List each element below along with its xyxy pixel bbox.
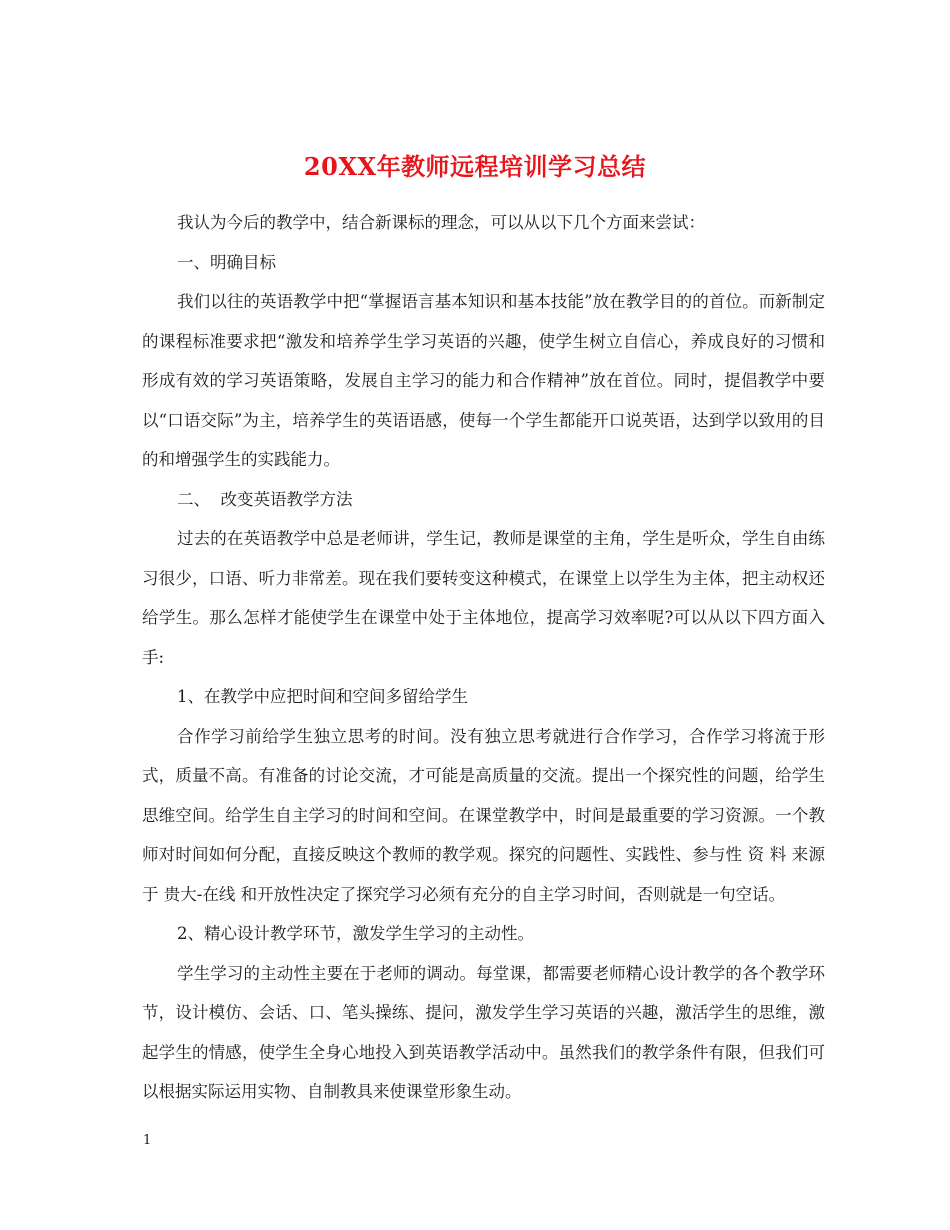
paragraph-intro: 我认为今后的教学中，结合新课标的理念，可以从以下几个方面来尝试：: [177, 213, 705, 232]
heading-clear-goals: 一、明确目标: [177, 252, 276, 272]
heading-change-methods: 二、 改变英语教学方法: [177, 489, 353, 509]
paragraph-design-steps: 学生学习的主动性主要在于老师的调动。每堂课，都需要老师精心设计教学的各个教学环节，设计模仿、会话、口、笔头操练、提问，激发学生学习英语的兴趣，激活学生的思维，激起学生的情感，使学生全身心地投入到英语教学活动中。虽然我们的教学条件有限，但我们可以根据实际运用实物、自制教具来使课堂形象生动。: [142, 963, 825, 1101]
subheading-time-space: 1、在教学中应把时间和空间多留给学生: [177, 687, 468, 706]
paragraph-time-space: 合作学习前给学生独立思考的时间。没有独立思考就进行合作学习，合作学习将流于形式，质量不高。有准备的讨论交流，才可能是高质量的交流。提出一个探究性的问题，给学生思维空间。给学生自主学习的时间和空间。在课堂教学中，时间是最重要的学习资源。一个教师对时间如何分配，直接反映这个教师的教学观。探究的问题性、实践性、参与性 资 料 来源于 贵大-在线 和开放性决定了探究学习必须有充分的自主学习时间，否则就是一句空话。: [142, 726, 825, 904]
paragraph-methods: 过去的在英语教学中总是老师讲，学生记，教师是课堂的主角，学生是听众，学生自由练习很少，口语、听力非常差。现在我们要转变这种模式，在课堂上以学生为主体，把主动权还给学生。那么怎样才能使学生在课堂中处于主体地位，提高学习效率呢?可以从以下四方面入手:: [142, 529, 825, 667]
document-body: [142, 203, 825, 1112]
paragraph-goals: 我们以往的英语教学中把“掌握语言基本知识和基本技能”放在教学目的的首位。而新制定的课程标准要求把“激发和培养学生学习英语的兴趣，使学生树立自信心，养成良好的习惯和形成有效的学习英语策略，发展自主学习的能力和合作精神”放在首位。同时，提倡教学中要以“口语交际”为主，培养学生的英语语感，使每一个学生都能开口说英语，达到学以致用的目的和增强学生的实践能力。: [142, 292, 825, 469]
page-number: 1: [143, 1133, 152, 1148]
subheading-design-steps: 2、精心设计教学环节，激发学生学习的主动性。: [177, 924, 534, 943]
document-title: 20XX年教师远程培训学习总结: [303, 152, 647, 182]
